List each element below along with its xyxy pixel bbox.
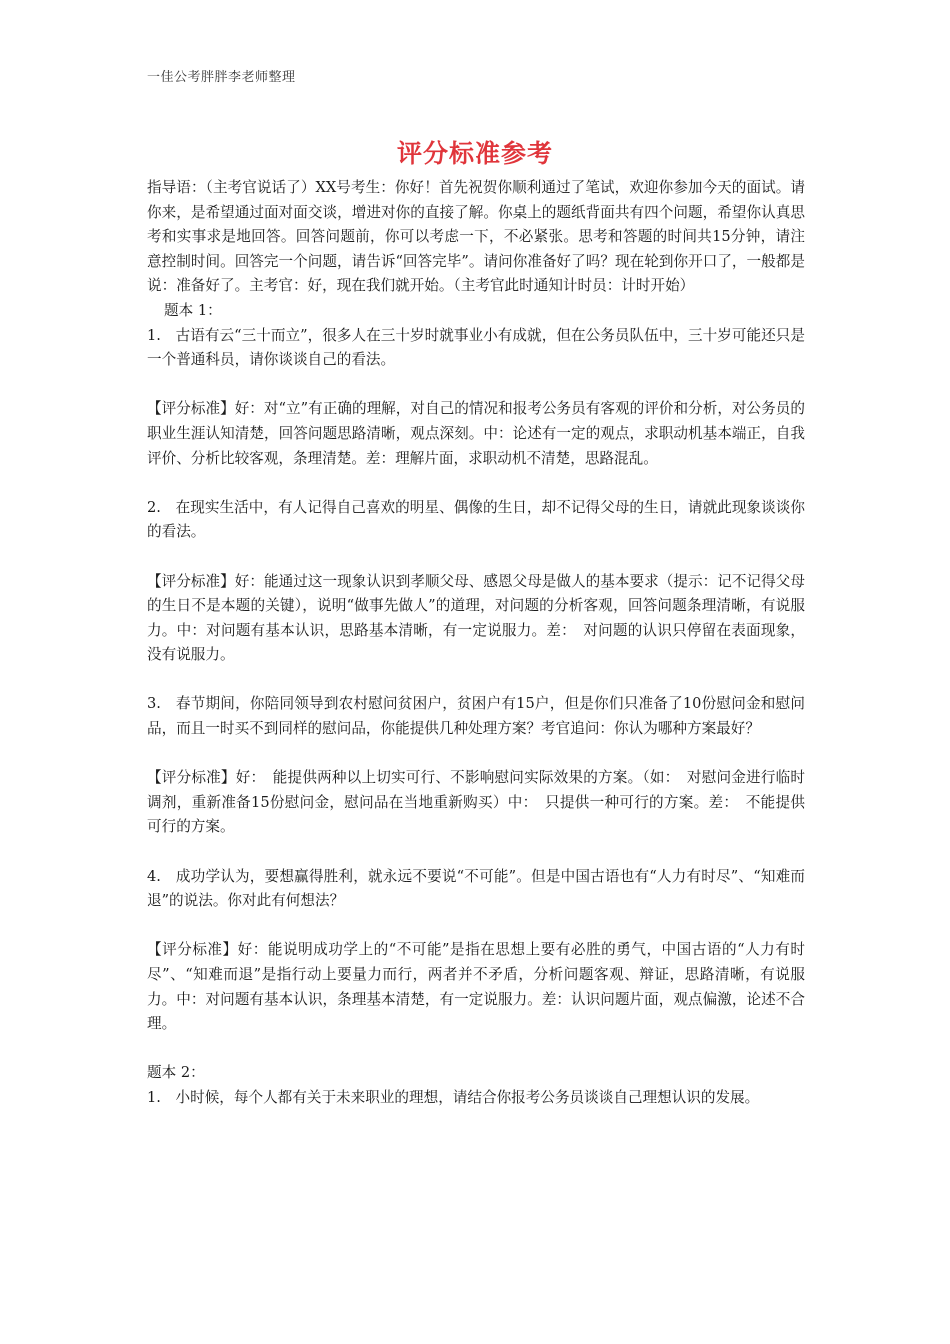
paragraph-gap	[147, 914, 805, 939]
section-1-label: 题本 1：	[164, 301, 222, 319]
paragraph-gap	[147, 742, 805, 767]
header-note: 一佳公考胖胖李老师整理	[147, 70, 296, 85]
section-1-criteria-2: 【评分标准】好：能通过这一现象认识到孝顺父母、感恩父母是做人的基本要求（提示：记不记得父母的生日不是本题的关键），说明“做事先做人”的道理，对问题的分析客观，回答问题条理清晰，有说服力。中：对问题有基本认识，思路基本清晰，有一定说服力。差： 对问题的认识只停留在表面现象，没有说服力。	[147, 572, 805, 664]
section-1-question-4: 4. 成功学认为，要想赢得胜利，就永远不要说“不可能”。但是中国古语也有“人力有时尽”、“知难而退”的说法。你对此有何想法？	[147, 867, 805, 910]
section-1-question-1: 1. 古语有云“三十而立”，很多人在三十岁时就事业小有成就，但在公务员队伍中，三十岁可能还只是一个普通科员，请你谈谈自己的看法。	[147, 326, 805, 369]
paragraph-gap	[147, 1037, 805, 1062]
document-body	[147, 176, 805, 1111]
paragraph-gap	[147, 545, 805, 570]
intro-paragraph: 指导语：（主考官说话了）XX号考生：你好！首先祝贺你顺利通过了笔试，欢迎你参加今天的面试。请你来，是希望通过面对面交谈，增进对你的直接了解。你桌上的题纸背面共有四个问题，希望你认真思考和实事求是地回答。回答问题前，你可以考虑一下，不必紧张。思考和答题的时间共15分钟，请注意控制时间。回答完一个问题，请告诉“回答完毕”。请问你准备好了吗？现在轮到你开口了，一般都是说：准备好了。主考官：好，现在我们就开始。（主考官此时通知计时员：计时开始）	[147, 179, 805, 295]
paragraph-gap	[147, 471, 805, 496]
document-title: 评分标准参考	[396, 139, 553, 168]
section-2-question-1: 1. 小时候，每个人都有关于未来职业的理想，请结合你报考公务员谈谈自己理想认识的发展。	[147, 1088, 760, 1106]
section-1-criteria-4: 【评分标准】好：能说明成功学上的“不可能”是指在思想上要有必胜的勇气，中国古语的“人力有时尽”、“知难而退”是指行动上要量力而行，两者并不矛盾，分析问题客观、辩证，思路清晰，有说服力。中：对问题有基本认识，条理基本清楚，有一定说服力。差：认识问题片面，观点偏激，论述不合理。	[147, 941, 805, 1033]
section-1-criteria-1: 【评分标准】好：对“立”有正确的理解，对自己的情况和报考公务员有客观的评价和分析，对公务员的职业生涯认知清楚，回答问题思路清晰，观点深刻。中：论述有一定的观点，求职动机基本端正，自我评价、分析比较客观，条理清楚。差：理解片面，求职动机不清楚，思路混乱。	[147, 400, 805, 467]
paragraph-gap	[147, 840, 805, 865]
section-1-question-2: 2. 在现实生活中，有人记得自己喜欢的明星、偶像的生日，却不记得父母的生日，请就此现象谈谈你的看法。	[147, 498, 805, 541]
paragraph-gap	[147, 668, 805, 693]
section-1-criteria-3: 【评分标准】好： 能提供两种以上切实可行、不影响慰问实际效果的方案。（如： 对慰问金进行临时调剂，重新准备15份慰问金，慰问品在当地重新购买）中： 只提供一种可行的方案。差： 不能提供可行的方案。	[147, 769, 805, 836]
section-1-question-3: 3. 春节期间，你陪同领导到农村慰问贫困户，贫困户有15户，但是你们只准备了10份慰问金和慰问品，而且一时买不到同样的慰问品，你能提供几种处理方案？考官追问：你认为哪种方案最好？	[147, 695, 805, 738]
section-2-label: 题本 2：	[147, 1064, 205, 1082]
paragraph-gap	[147, 373, 805, 398]
